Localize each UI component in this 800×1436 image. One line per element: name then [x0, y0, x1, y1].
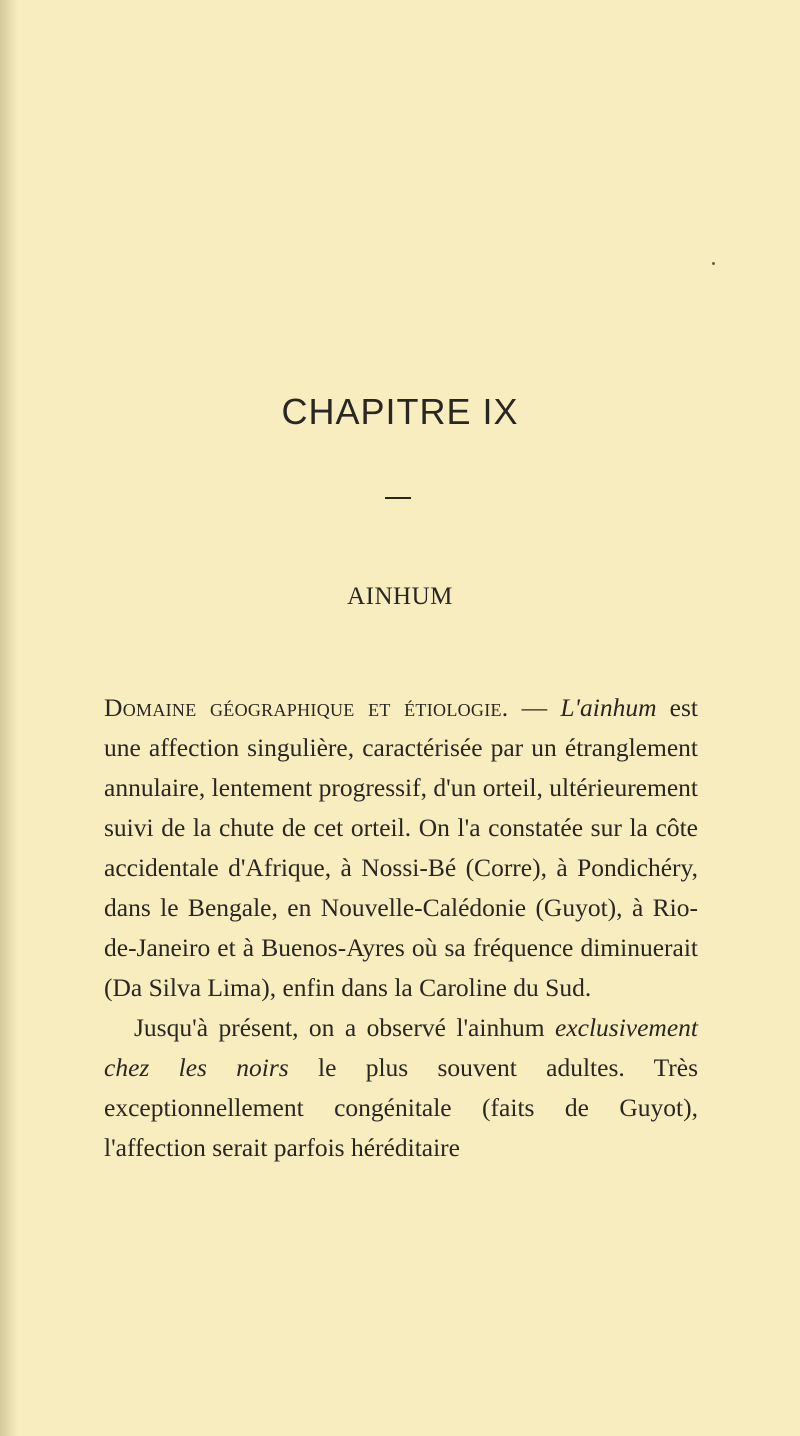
chapter-title: AINHUM [347, 583, 453, 610]
paragraph-2-lead: Jusqu'à présent, on a observé l'ainhum [134, 1013, 555, 1042]
chapter-heading: CHAPITRE IX [281, 391, 519, 432]
paragraph-1-text: est une affection singulière, caractérisée par un étranglement annulaire, lentement progressif, d'un orteil, ultérieurement suivi de la chute de cet orteil. On l'a constatée sur la côte accidentale d'Afrique, à Nossi-Bé (Corre), à Pondichéry, dans le Bengale, en Nouvelle-Calédonie (Guyot), à Rio-de-Janeiro et à Buenos-Ayres où sa fréquence diminuerait (Da Silva Lima), enfin dans la Caroline du Sud. [104, 693, 699, 1002]
paragraph-2-text: le plus souvent adultes. Très exceptionnellement congénitale (faits de Guyot), l'affection serait parfois héréditaire [104, 1053, 698, 1162]
section-dash: — [508, 693, 561, 722]
section-label: Domaine géographique et étiologie. [104, 693, 509, 722]
body-text [104, 688, 698, 1168]
paragraph-2-emphasis: exclusivement chez les noirs [104, 1013, 698, 1082]
page-edge-shadow [0, 0, 18, 1436]
paragraph-2 [104, 1008, 698, 1168]
paragraph-1 [104, 688, 698, 1008]
heading-dash [385, 497, 411, 499]
paper-speck [712, 262, 715, 265]
term-ainhum: L'ainhum [560, 693, 657, 722]
